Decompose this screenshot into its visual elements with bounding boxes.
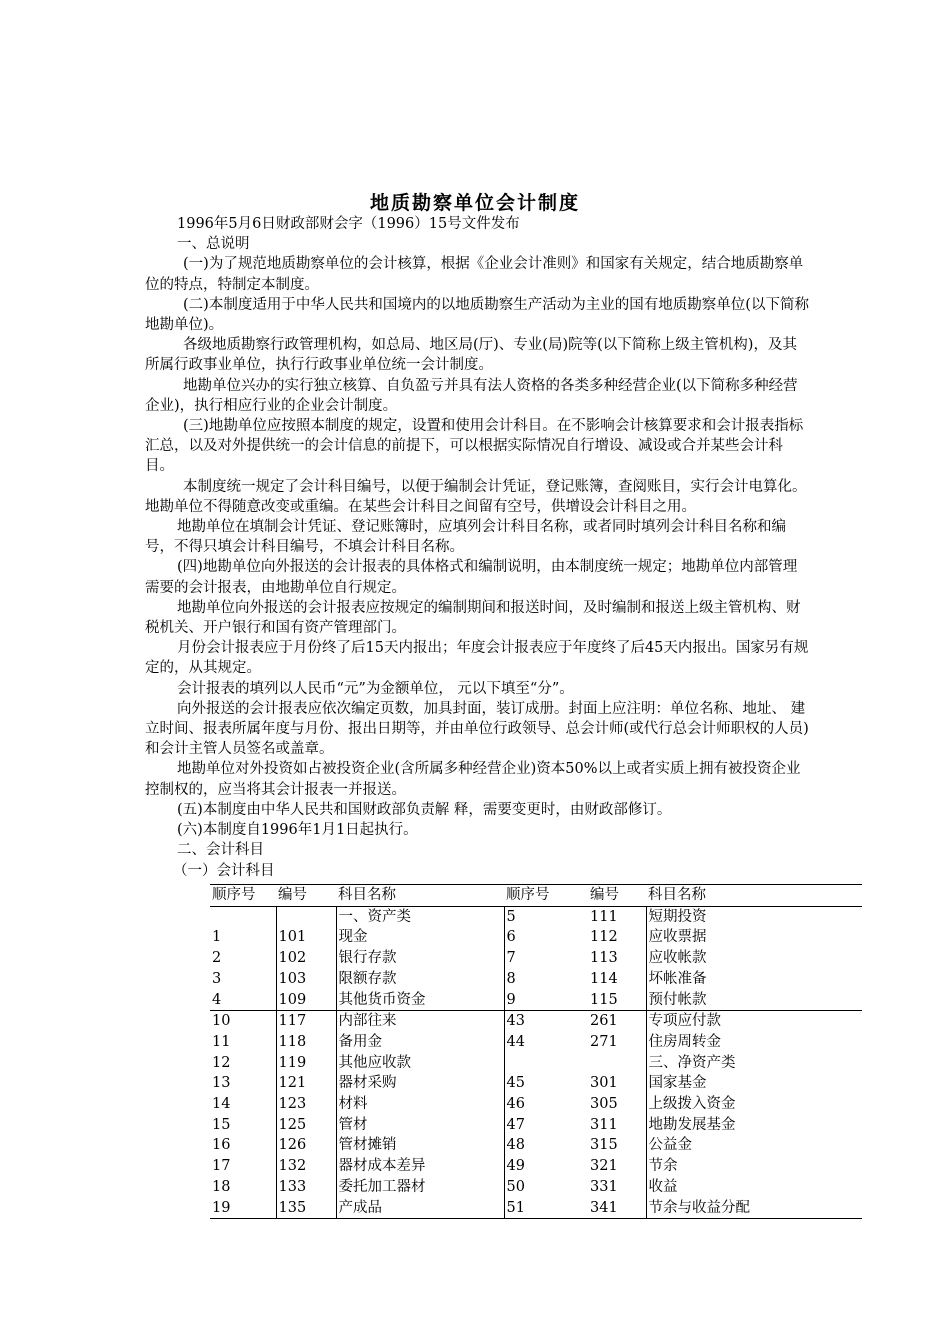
paragraph: (二)本制度适用于中华人民共和国境内的以地质勘察生产活动为主业的国有地质勘察单位(以下简称地勘单位)。 bbox=[145, 296, 809, 334]
table-row bbox=[210, 990, 862, 1011]
paragraph: 会计报表的填列以人民币“元”为金额单位， 元以下填至“分”。 bbox=[177, 680, 574, 697]
document-title: 地质勘察单位会计制度 bbox=[369, 192, 580, 214]
table-cell: 261 bbox=[588, 1011, 646, 1032]
table-row bbox=[210, 927, 862, 948]
column-header: 科目名称 bbox=[336, 885, 504, 907]
paragraph: 向外报送的会计报表应依次编定页数，加具封面，装订成册。封面上应注明：单位名称、地址、 建立时间、报表所属年度与月份、报出日期等，并由单位行政领导、总会计师(或代行总会计师职权的人员)和会计主管人员签名或盖章。 bbox=[145, 700, 809, 758]
table-row bbox=[210, 1115, 862, 1136]
table-cell: 51 bbox=[504, 1198, 588, 1219]
column-header: 编号 bbox=[276, 885, 336, 907]
table-row bbox=[210, 1177, 862, 1198]
table-cell: 12 bbox=[210, 1053, 276, 1074]
table-cell: 109 bbox=[276, 990, 336, 1011]
table-cell: 10 bbox=[210, 1011, 276, 1032]
table-cell: 备用金 bbox=[336, 1032, 504, 1053]
column-header: 编号 bbox=[588, 885, 646, 907]
table-cell: 2 bbox=[210, 948, 276, 969]
table-cell: 7 bbox=[506, 950, 516, 967]
table-cell: 住房周转金 bbox=[648, 1033, 721, 1050]
table-cell: 121 bbox=[276, 1073, 336, 1094]
table-cell: 预付帐款 bbox=[648, 991, 707, 1008]
table-cell: 9 bbox=[506, 991, 516, 1008]
table-cell: 117 bbox=[276, 1011, 336, 1032]
table-cell: 器材采购 bbox=[336, 1073, 504, 1094]
paragraph: 地勘单位向外报送的会计报表应按规定的编制期间和报送时间，及时编制和报送上级主管机构、财税机关、开户银行和国有资产管理部门。 bbox=[145, 599, 801, 637]
table-cell: 44 bbox=[506, 1033, 525, 1050]
table-cell: 341 bbox=[588, 1198, 646, 1219]
table-cell bbox=[504, 1053, 588, 1074]
table-cell: 专项应付款 bbox=[646, 1011, 862, 1032]
table-cell: 311 bbox=[588, 1115, 646, 1136]
table-cell: 112 bbox=[588, 927, 646, 948]
table-cell: 其他应收款 bbox=[336, 1053, 504, 1074]
table-cell bbox=[588, 1053, 646, 1074]
table-cell: 委托加工器材 bbox=[336, 1177, 504, 1198]
table-cell: 115 bbox=[588, 990, 646, 1011]
paragraph: (一)为了规范地质勘察单位的会计核算，根据《企业会计准则》和国家有关规定，结合地质勘察单位的特点，特制定本制度。 bbox=[145, 256, 804, 293]
table-cell: 114 bbox=[588, 969, 646, 990]
table-cell: 5 bbox=[506, 908, 516, 925]
table-cell: 321 bbox=[588, 1156, 646, 1177]
paragraph: 月份会计报表应于月份终了后15天内报出；年度会计报表应于年度终了后45天内报出。国家另有规定的，从其规定。 bbox=[145, 640, 809, 677]
table-cell: 三、净资产类 bbox=[648, 1054, 736, 1071]
column-header: 顺序号 bbox=[504, 885, 588, 907]
table-cell: 其他货币资金 bbox=[336, 990, 504, 1011]
table-row bbox=[210, 1032, 862, 1053]
table-row bbox=[210, 1156, 862, 1177]
subsection-heading: （一）会计科目 bbox=[173, 862, 275, 879]
table-cell: 135 bbox=[276, 1198, 336, 1219]
table-cell: 材料 bbox=[336, 1094, 504, 1115]
table-row bbox=[210, 906, 862, 927]
table-cell: 现金 bbox=[336, 927, 504, 948]
table-cell: 1 bbox=[210, 927, 276, 948]
table-cell: 123 bbox=[276, 1094, 336, 1115]
table-row bbox=[210, 948, 862, 969]
paragraph: 本制度统一规定了会计科目编号，以便于编制会计凭证，登记账簿，查阅账目，实行会计电算化。地勘单位不得随意改变或重编。在某些会计科目之间留有空号，供增设会计科目之用。 bbox=[145, 478, 807, 515]
table-cell: 331 bbox=[588, 1177, 646, 1198]
table-cell: 4 bbox=[210, 990, 276, 1011]
table-cell: 49 bbox=[506, 1158, 525, 1175]
table-cell: 17 bbox=[210, 1156, 276, 1177]
table-cell: 125 bbox=[276, 1115, 336, 1136]
table-cell: 地勘发展基金 bbox=[648, 1116, 736, 1133]
paragraph: (四)地勘单位向外报送的会计报表的具体格式和编制说明，由本制度统一规定；地勘单位内部管理需要的会计报表，由地勘单位自行规定。 bbox=[145, 559, 798, 596]
issue-line: 1996年5月6日财政部财会字（1996）15号文件发布 bbox=[177, 216, 520, 232]
table-cell: 内部往来 bbox=[336, 1011, 504, 1032]
paragraph: 地勘单位在填制会计凭证、登记账簿时，应填列会计科目名称，或者同时填列会计科目名称和编号，不得只填会计科目编号，不填会计科目名称。 bbox=[145, 519, 786, 556]
table-cell: 18 bbox=[210, 1177, 276, 1198]
table-cell: 应收票据 bbox=[648, 929, 707, 946]
document-body bbox=[145, 214, 810, 881]
table-cell: 15 bbox=[210, 1115, 276, 1136]
accounts-table bbox=[210, 884, 862, 1219]
section-heading: 一、总说明 bbox=[177, 236, 250, 253]
table-cell: 43 bbox=[504, 1011, 588, 1032]
table-cell: 46 bbox=[506, 1096, 525, 1113]
table-row bbox=[210, 1011, 862, 1032]
table-row bbox=[210, 1135, 862, 1156]
table-cell: 器材成本差异 bbox=[336, 1156, 504, 1177]
table-cell: 14 bbox=[210, 1094, 276, 1115]
paragraph: 地勘单位对外投资如占被投资企业(含所属多种经营企业)资本50%以上或者实质上拥有被投资企业控制权的，应当将其会计报表一并报送。 bbox=[145, 761, 801, 798]
table-cell: 50 bbox=[506, 1178, 525, 1195]
table-cell: 13 bbox=[210, 1073, 276, 1094]
table-cell: 126 bbox=[276, 1135, 336, 1156]
table-cell: 118 bbox=[276, 1032, 336, 1053]
table-cell: 限额存款 bbox=[336, 969, 504, 990]
table-row bbox=[210, 969, 862, 990]
table-cell: 国家基金 bbox=[648, 1075, 707, 1092]
table-cell: 管材 bbox=[336, 1115, 504, 1136]
table-cell: 133 bbox=[276, 1177, 336, 1198]
table-row bbox=[210, 1073, 862, 1094]
table-cell: 101 bbox=[276, 927, 336, 948]
table-header-row bbox=[210, 885, 862, 907]
table-cell: 301 bbox=[588, 1073, 646, 1094]
column-header: 科目名称 bbox=[646, 885, 862, 907]
section-heading: 二、会计科目 bbox=[177, 842, 264, 859]
table-cell: 315 bbox=[588, 1135, 646, 1156]
table-cell: 8 bbox=[506, 970, 516, 987]
table-cell: 47 bbox=[506, 1116, 525, 1133]
table-cell: 111 bbox=[588, 906, 646, 927]
table-cell: 节余与收益分配 bbox=[646, 1198, 862, 1219]
table-cell: 收益 bbox=[648, 1178, 678, 1195]
table-cell: 102 bbox=[276, 948, 336, 969]
table-cell: 48 bbox=[506, 1137, 525, 1154]
table-cell: 上级拨入资金 bbox=[648, 1096, 736, 1113]
table-cell: 6 bbox=[506, 929, 516, 946]
column-header: 顺序号 bbox=[210, 885, 276, 907]
table-cell: 271 bbox=[588, 1032, 646, 1053]
table-cell: 19 bbox=[210, 1198, 276, 1219]
table-cell: 公益金 bbox=[648, 1137, 692, 1154]
table-cell: 节余 bbox=[648, 1158, 678, 1175]
table-cell: 管材摊销 bbox=[336, 1135, 504, 1156]
table-row bbox=[210, 1053, 862, 1074]
paragraph: (三)地勘单位应按照本制度的规定，设置和使用会计科目。在不影响会计核算要求和会计报表指标汇总，以及对外提供统一的会计信息的前提下，可以根据实际情况自行增设、减设或合并某些会计科目。 bbox=[145, 418, 804, 475]
table-cell: 16 bbox=[210, 1135, 276, 1156]
table-cell: 银行存款 bbox=[336, 948, 504, 969]
table-row bbox=[210, 1198, 862, 1219]
table-cell: 103 bbox=[276, 969, 336, 990]
table-cell: 11 bbox=[210, 1032, 276, 1053]
table-cell: 3 bbox=[210, 969, 276, 990]
table-cell: 113 bbox=[588, 948, 646, 969]
table-row bbox=[210, 1094, 862, 1115]
paragraph: (五)本制度由中华人民共和国财政部负责解 释，需要变更时，由财政部修订。 bbox=[177, 801, 672, 818]
table-cell bbox=[276, 906, 336, 927]
table-cell bbox=[210, 906, 276, 927]
table-cell: 应收帐款 bbox=[648, 950, 707, 967]
table-cell: 119 bbox=[276, 1053, 336, 1074]
table-cell: 一、资产类 bbox=[336, 906, 504, 927]
table-cell: 坏帐准备 bbox=[648, 970, 707, 987]
table-cell: 产成品 bbox=[336, 1198, 504, 1219]
paragraph: 地勘单位兴办的实行独立核算、自负盈亏并具有法人资格的各类多种经营企业(以下简称多种经营企业)，执行相应行业的企业会计制度。 bbox=[145, 377, 798, 414]
table-cell: 132 bbox=[276, 1156, 336, 1177]
table-cell: 305 bbox=[588, 1094, 646, 1115]
table-cell: 45 bbox=[506, 1075, 525, 1092]
paragraph: (六)本制度自1996年1月1日起执行。 bbox=[177, 822, 418, 839]
table-cell: 短期投资 bbox=[648, 908, 707, 925]
paragraph: 各级地质勘察行政管理机构，如总局、地区局(厅)、专业(局)院等(以下简称上级主管机构)，及其所属行政事业单位，执行行政事业单位统一会计制度。 bbox=[145, 337, 797, 374]
